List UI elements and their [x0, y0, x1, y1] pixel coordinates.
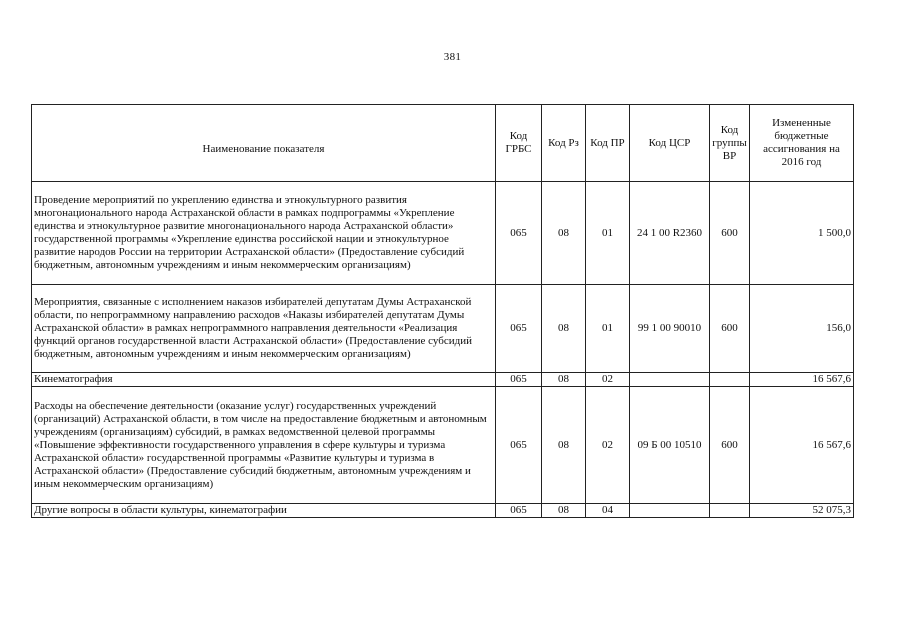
row-pr: 04	[586, 504, 630, 518]
header-pr: Код ПР	[586, 105, 630, 182]
table-row	[32, 387, 854, 504]
row-amount: 156,0	[750, 285, 854, 373]
row-amount: 16 567,6	[750, 387, 854, 504]
header-vr: Код группы ВР	[710, 105, 750, 182]
budget-table	[31, 104, 854, 518]
row-csr: 99 1 00 90010	[630, 285, 710, 373]
header-rz: Код Рз	[542, 105, 586, 182]
row-grbs: 065	[496, 285, 542, 373]
row-rz: 08	[542, 387, 586, 504]
header-grbs: Код ГРБС	[496, 105, 542, 182]
table-row	[32, 285, 854, 373]
row-vr	[710, 373, 750, 387]
page-number: 381	[443, 51, 462, 63]
table-header-row	[32, 105, 854, 182]
row-name: Другие вопросы в области культуры, кинематографии	[32, 504, 496, 518]
header-csr: Код ЦСР	[630, 105, 710, 182]
row-name: Кинематография	[32, 373, 496, 387]
row-vr: 600	[710, 285, 750, 373]
row-rz: 08	[542, 504, 586, 518]
row-vr: 600	[710, 387, 750, 504]
header-amount: Измененные бюджетные ассигнования на 2016 год	[750, 105, 854, 182]
row-csr	[630, 373, 710, 387]
row-pr: 01	[586, 182, 630, 285]
table-row	[32, 373, 854, 387]
row-name: Проведение мероприятий по укреплению единства и этнокультурного развития многонационального народа Астраханской области в рамках подпрограммы «Укрепление единства и этнокультурное развитие многонационального народа Астраханской области» государственной программы «Укрепление единства российской нации и этнокультурное развитие народов России на территории Астраханской области» (Предоставление субсидий бюджетным, автономным учреждениям и иным некоммерческим организациям)	[32, 182, 496, 285]
row-grbs: 065	[496, 504, 542, 518]
row-pr: 02	[586, 373, 630, 387]
row-csr: 09 Б 00 10510	[630, 387, 710, 504]
row-grbs: 065	[496, 373, 542, 387]
row-amount: 52 075,3	[750, 504, 854, 518]
row-rz: 08	[542, 182, 586, 285]
table-row	[32, 504, 854, 518]
row-vr: 600	[710, 182, 750, 285]
row-vr	[710, 504, 750, 518]
row-pr: 02	[586, 387, 630, 504]
row-name: Расходы на обеспечение деятельности (оказание услуг) государственных учреждений (организаций) Астраханской области, в том числе на предоставление бюджетным и автономным учреждениям (организациям) субсидий, в рамках ведомственной целевой программы «Повышение эффективности государственного управления в сфере культуры и туризма Астраханской области» государственной программы «Развитие культуры и туризма в Астраханской области» (Предоставление субсидий бюджетным, автономным учреждениям и иным некоммерческим организациям)	[32, 387, 496, 504]
row-pr: 01	[586, 285, 630, 373]
header-name: Наименование показателя	[32, 105, 496, 182]
row-amount: 16 567,6	[750, 373, 854, 387]
row-amount: 1 500,0	[750, 182, 854, 285]
table-row	[32, 182, 854, 285]
row-grbs: 065	[496, 182, 542, 285]
row-csr	[630, 504, 710, 518]
row-csr: 24 1 00 R2360	[630, 182, 710, 285]
row-rz: 08	[542, 285, 586, 373]
row-grbs: 065	[496, 387, 542, 504]
row-name: Мероприятия, связанные с исполнением наказов избирателей депутатам Думы Астраханской области, по непрограммному направлению расходов «Наказы избирателей депутатам Думы Астраханской области» в рамках непрограммного направления деятельности «Реализация функций органов государственной власти Астраханской области» (Предоставление субсидий бюджетным, автономным учреждениям и иным некоммерческим организациям)	[32, 285, 496, 373]
row-rz: 08	[542, 373, 586, 387]
